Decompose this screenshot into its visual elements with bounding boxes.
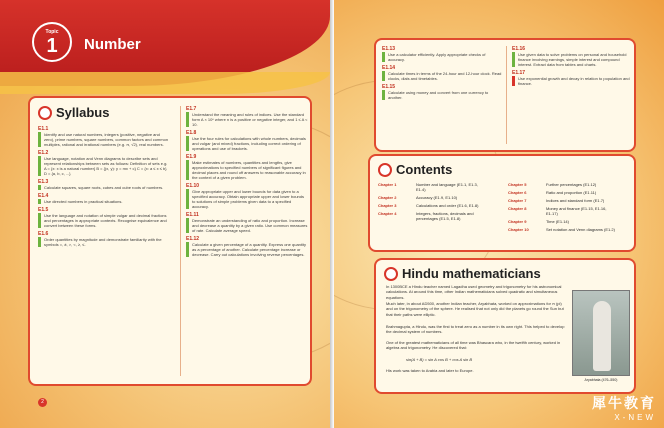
chapter-title: Accuracy (E1.9, E1.10): [416, 195, 458, 200]
contents-title: Contents: [396, 162, 453, 177]
chapter-label: Chapter 4: [378, 211, 397, 216]
chapter-label: Chapter 10: [508, 227, 529, 232]
objective-item: [186, 236, 308, 257]
contents-box: [368, 154, 636, 252]
objective-item: [382, 65, 502, 81]
status-marker: [38, 237, 41, 247]
status-marker: [38, 185, 41, 190]
objective-text: Use the four rules for calculations with whole numbers, decimals and vulgar (and mixed) fractions, including correct ordering of operations and use of brackets.: [192, 136, 306, 151]
objective-text: Use given data to solve problems on personal and household finance involving earnings, simple interest and compound interest. Extract data from tables and charts.: [518, 52, 627, 67]
hindu-title: Hindu mathematicians: [402, 266, 541, 281]
objective-text: Calculate using money and convert from one currency to another.: [388, 90, 489, 100]
contents-row: [378, 211, 498, 221]
objective-item: [186, 154, 308, 180]
header-accent-band: [0, 72, 330, 94]
objective-code: E1.15: [382, 84, 396, 90]
objective-item: [186, 106, 308, 127]
objective-item: [512, 46, 632, 67]
objective-text: Use exponential growth and decay in relation to population and finance.: [518, 76, 630, 86]
bullet-circle-icon: [384, 267, 398, 281]
objective-code: E1.2: [38, 150, 49, 156]
status-marker: [512, 76, 515, 86]
objective-code: E1.17: [512, 70, 526, 76]
chapter-title: Integers, fractions, decimals and percentages (E1.5, E1.8): [416, 211, 474, 221]
contents-row: [508, 219, 632, 224]
objective-code: E1.12: [186, 236, 200, 242]
objective-code: E1.5: [38, 207, 49, 213]
watermark-logo: [592, 393, 656, 422]
objective-code: E1.14: [382, 65, 396, 71]
status-marker: [512, 52, 515, 67]
status-marker: [382, 52, 385, 62]
topic-title: Number: [84, 36, 141, 53]
chapter-label: Chapter 1: [378, 182, 397, 187]
objective-text: Calculate times in terms of the 24-hour and 12-hour clock. Read clocks, dials and timetables.: [388, 71, 502, 81]
chapter-title: Calculations and order (E1.6, E1.8): [416, 203, 479, 208]
objective-text: Order quantities by magnitude and demonstrate familiarity with the symbols =, ≠, >, <, ≥, ≤.: [44, 237, 162, 247]
chapter-title: Ratio and proportion (E1.11): [546, 190, 597, 195]
chapter-label: Chapter 8: [508, 206, 527, 211]
contents-row: [378, 195, 498, 200]
chapter-label: Chapter 6: [508, 190, 527, 195]
contents-row: [508, 190, 632, 195]
objective-text: Demonstrate an understanding of ratio and proportion. Increase and decrease a quantity by a given ratio. Use common measures of rate. Calculate average speed.: [192, 218, 308, 233]
contents-right-column: [508, 182, 632, 235]
bullet-circle-icon: [38, 106, 52, 120]
topic-badge: [32, 22, 72, 62]
photo-caption: Aryabhata (476–550): [584, 378, 618, 382]
right-page: [334, 0, 664, 428]
hindu-paragraph: Much later, in about AD500, another Indian teacher, Aryabhata, worked on approximations for π (pi) and on the trigonometry of the sphere. He realised that not only did the planets go round the Sun but that their paths were elliptic.: [386, 301, 564, 317]
objective-text: Use language, notation and Venn diagrams to describe sets and represent relationships between sets as follows: Definition of sets e.g. A = {x: x is a natural number} B = {(x, y): y = mx + c} C = {x: a ≤ x ≤ b} D = {a, b, c, ...}: [44, 156, 168, 176]
status-marker: [186, 189, 189, 209]
chapter-label: Chapter 5: [508, 182, 527, 187]
objective-item: [38, 150, 170, 176]
objective-item: [186, 130, 308, 151]
objectives-left-column: [382, 46, 502, 103]
objective-item: [512, 70, 632, 86]
objective-item: [38, 193, 170, 204]
status-marker: [38, 213, 41, 228]
objective-item: [186, 212, 308, 233]
objective-text: Use directed numbers in practical situations.: [44, 199, 123, 204]
chapter-title: Money and finance (E1.15, E1.16, E1.17): [546, 206, 607, 216]
chapter-title: Time (E1.14): [546, 219, 569, 224]
objective-code: E1.11: [186, 212, 199, 218]
status-marker: [186, 160, 189, 180]
contents-left-column: [378, 182, 498, 224]
hindu-formula: sin(A + B) = sin A cos B + cos A sin B: [406, 357, 473, 362]
objective-code: E1.1: [38, 126, 49, 132]
status-marker: [38, 156, 41, 176]
statue-figure: [593, 301, 611, 371]
status-marker: [186, 218, 189, 233]
chapter-title: Indices and standard form (E1.7): [546, 198, 605, 203]
objective-item: [382, 84, 502, 100]
status-marker: [186, 112, 189, 127]
contents-row: [378, 182, 498, 192]
objective-text: Use a calculator efficiently. Apply appropriate checks of accuracy.: [388, 52, 486, 62]
chapter-title: Further percentages (E1.12): [546, 182, 597, 187]
chapter-label: Chapter 3: [378, 203, 397, 208]
objective-text: Use the language and notation of simple vulgar and decimal fractions and percentages in appropriate contexts. Recognise equivalence and convert between these forms.: [44, 213, 167, 228]
objective-code: E1.10: [186, 183, 200, 189]
contents-row: [508, 227, 632, 232]
contents-row: [508, 206, 632, 216]
objective-code: E1.3: [38, 179, 49, 185]
hindu-paragraph: In 1300BCE a Hindu teacher named Lagadha used geometry and trigonometry for his astronomical calculations. At around this time, other Indian mathematicians solved quadratic and simultaneous equations.: [386, 284, 562, 300]
objective-code: E1.9: [186, 154, 197, 160]
chapter-label: Chapter 7: [508, 198, 527, 203]
objective-text: Understand the meaning and rules of indices. Use the standard form A × 10ⁿ where n is a positive or negative integer, and 1 ≤ A < 10.: [192, 112, 308, 127]
hindu-paragraph: His work was taken to Arabia and later to Europe.: [386, 368, 474, 373]
topic-label: Topic: [45, 29, 59, 35]
status-marker: [186, 242, 189, 257]
watermark-cn: 犀牛教育: [592, 395, 656, 411]
status-marker: [38, 199, 41, 204]
objective-code: E1.7: [186, 106, 197, 112]
hindu-paragraph: Brahmagupta, a Hindu, was the first to treat zero as a number in its own right. This helped to develop the decimal system of numbers.: [386, 324, 565, 335]
objective-code: E1.6: [38, 231, 49, 237]
objective-item: [186, 183, 308, 209]
topic-number: 1: [46, 35, 58, 57]
bullet-circle-icon: [378, 163, 392, 177]
aryabhata-photo: [572, 290, 630, 376]
objective-code: E1.16: [512, 46, 526, 52]
chapter-label: Chapter 9: [508, 219, 527, 224]
objective-text: Identify and use natural numbers, integers (positive, negative and zero), prime numbers, square numbers, common factors and common multiples, rational and irrational numbers (e.g. π, √2), real numbers.: [44, 132, 169, 147]
objective-text: Make estimates of numbers, quantities and lengths, give approximations to specified numbers of significant figures and decimal places and round off answers to reasonable accuracy in the context of a given problem.: [192, 160, 306, 180]
watermark-en: X-NEW: [614, 413, 656, 422]
objective-text: Calculate squares, square roots, cubes and cube roots of numbers.: [44, 185, 164, 190]
objective-item: [38, 126, 170, 147]
contents-row: [508, 198, 632, 203]
syllabus-title: Syllabus: [56, 105, 110, 120]
objective-item: [382, 46, 502, 62]
contents-row: [508, 182, 632, 187]
objective-text: Calculate a given percentage of a quantity. Express one quantity as a percentage of another. Calculate percentage increase or decrease. Carry out calculations involving reverse percentages.: [192, 242, 306, 257]
chapter-title: Set notation and Venn diagrams (E1.2): [546, 227, 615, 232]
objective-item: [38, 231, 170, 247]
objective-item: [38, 207, 170, 228]
left-page: [0, 0, 330, 428]
objective-text: Give appropriate upper and lower bounds for data given to a specified accuracy. Obtain appropriate upper and lower bounds to solutions of simple problems given data to a specified accuracy.: [192, 189, 304, 209]
objective-code: E1.13: [382, 46, 396, 52]
objectives-right-column: [512, 46, 632, 89]
chapter-label: Chapter 2: [378, 195, 397, 200]
syllabus-left-column: [38, 126, 170, 250]
objectives-box: [374, 38, 636, 152]
chapter-title: Number and language (E1.1, E1.3, E1.4): [416, 182, 478, 192]
page-number: 2: [38, 398, 47, 407]
objective-code: E1.8: [186, 130, 197, 136]
status-marker: [186, 136, 189, 151]
hindu-paragraph: One of the greatest mathematicians of all time was Bhascara who, in the twelfth century, worked in algebra and trigonometry. He discovered that:: [386, 340, 561, 351]
status-marker: [382, 71, 385, 81]
status-marker: [38, 132, 41, 147]
status-marker: [382, 90, 385, 100]
contents-row: [378, 203, 498, 208]
objective-item: [38, 179, 170, 190]
syllabus-box: [28, 96, 312, 386]
objective-code: E1.4: [38, 193, 49, 199]
hindu-box: [374, 258, 636, 394]
syllabus-right-column: [186, 106, 308, 260]
